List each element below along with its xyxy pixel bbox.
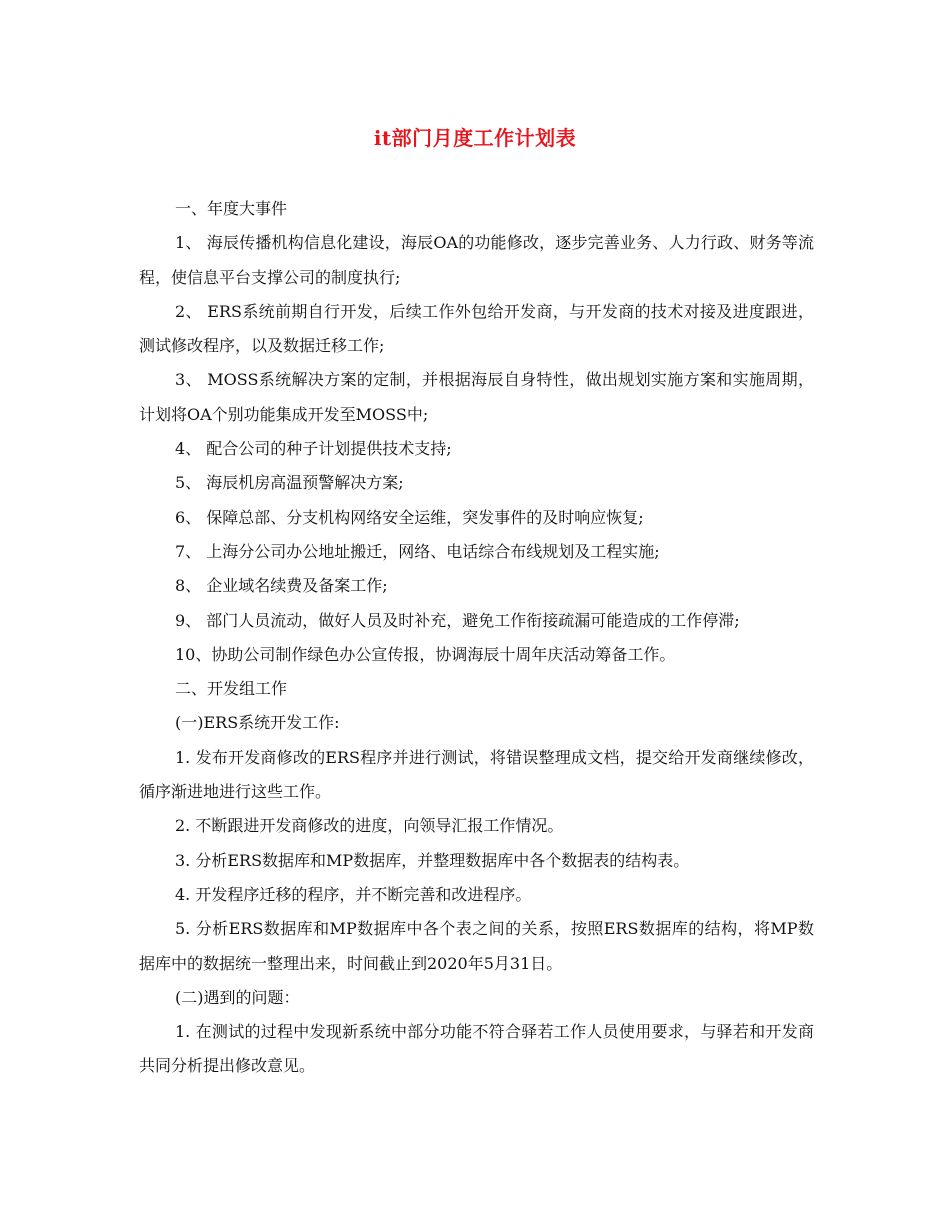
- list-item: 10、协助公司制作绿色办公宣传报，协调海辰十周年庆活动筹备工作。: [175, 644, 676, 664]
- list-item: 5. 分析ERS数据库和MP数据库中各个表之间的关系，按照ERS数据库的结构，将MP数据库中的数据统一整理出来，时间截止到2020年5月31日。: [139, 919, 814, 973]
- list-item: 1、 海辰传播机构信息化建设，海辰OA的功能修改，逐步完善业务、人力行政、财务等流程，使信息平台支撑公司的制度执行;: [139, 233, 814, 287]
- document-title: it部门月度工作计划表: [373, 126, 577, 150]
- list-item: 2、 ERS系统前期自行开发，后续工作外包给开发商，与开发商的技术对接及进度跟进，测试修改程序，以及数据迁移工作;: [139, 301, 814, 356]
- list-item: 2. 不断跟进开发商修改的进度，向领导汇报工作情况。: [175, 816, 564, 836]
- list-item: 6、 保障总部、分支机构网络安全运维，突发事件的及时响应恢复;: [175, 507, 644, 527]
- list-item: 4. 开发程序迁移的程序，并不断完善和改进程序。: [175, 884, 532, 904]
- list-item: 1. 发布开发商修改的ERS程序并进行测试，将错误整理成文档，提交给开发商继续修改，循序渐进地进行这些工作。: [139, 747, 814, 802]
- section-heading-dev-team: 二、开发组工作: [175, 679, 288, 699]
- list-item: 3. 分析ERS数据库和MP数据库，并整理数据库中各个数据表的结构表。: [175, 850, 690, 870]
- list-item: 5、 海辰机房高温预警解决方案;: [175, 473, 404, 493]
- list-item: 9、 部门人员流动，做好人员及时补充，避免工作衔接疏漏可能造成的工作停滞;: [175, 610, 740, 630]
- list-item: 8、 企业域名续费及备案工作;: [175, 576, 388, 596]
- list-item: 7、 上海分公司办公地址搬迁，网络、电话综合布线规划及工程实施;: [175, 541, 660, 561]
- section-heading-annual-events: 一、年度大事件: [175, 199, 288, 218]
- list-item: 1. 在测试的过程中发现新系统中部分功能不符合驿若工作人员使用要求，与驿若和开发商共同分析提出修改意见。: [139, 1022, 814, 1076]
- list-item: 4、 配合公司的种子计划提供技术支持;: [175, 439, 452, 459]
- list-item: 3、 MOSS系统解决方案的定制，并根据海辰自身特性，做出规划实施方案和实施周期，计划将OA个别功能集成开发至MOSS中;: [139, 370, 814, 424]
- document-body: [139, 192, 814, 1084]
- subsection-heading-problems: (二)遇到的问题：: [175, 987, 300, 1007]
- subsection-heading-ers: (一)ERS系统开发工作:: [175, 713, 340, 733]
